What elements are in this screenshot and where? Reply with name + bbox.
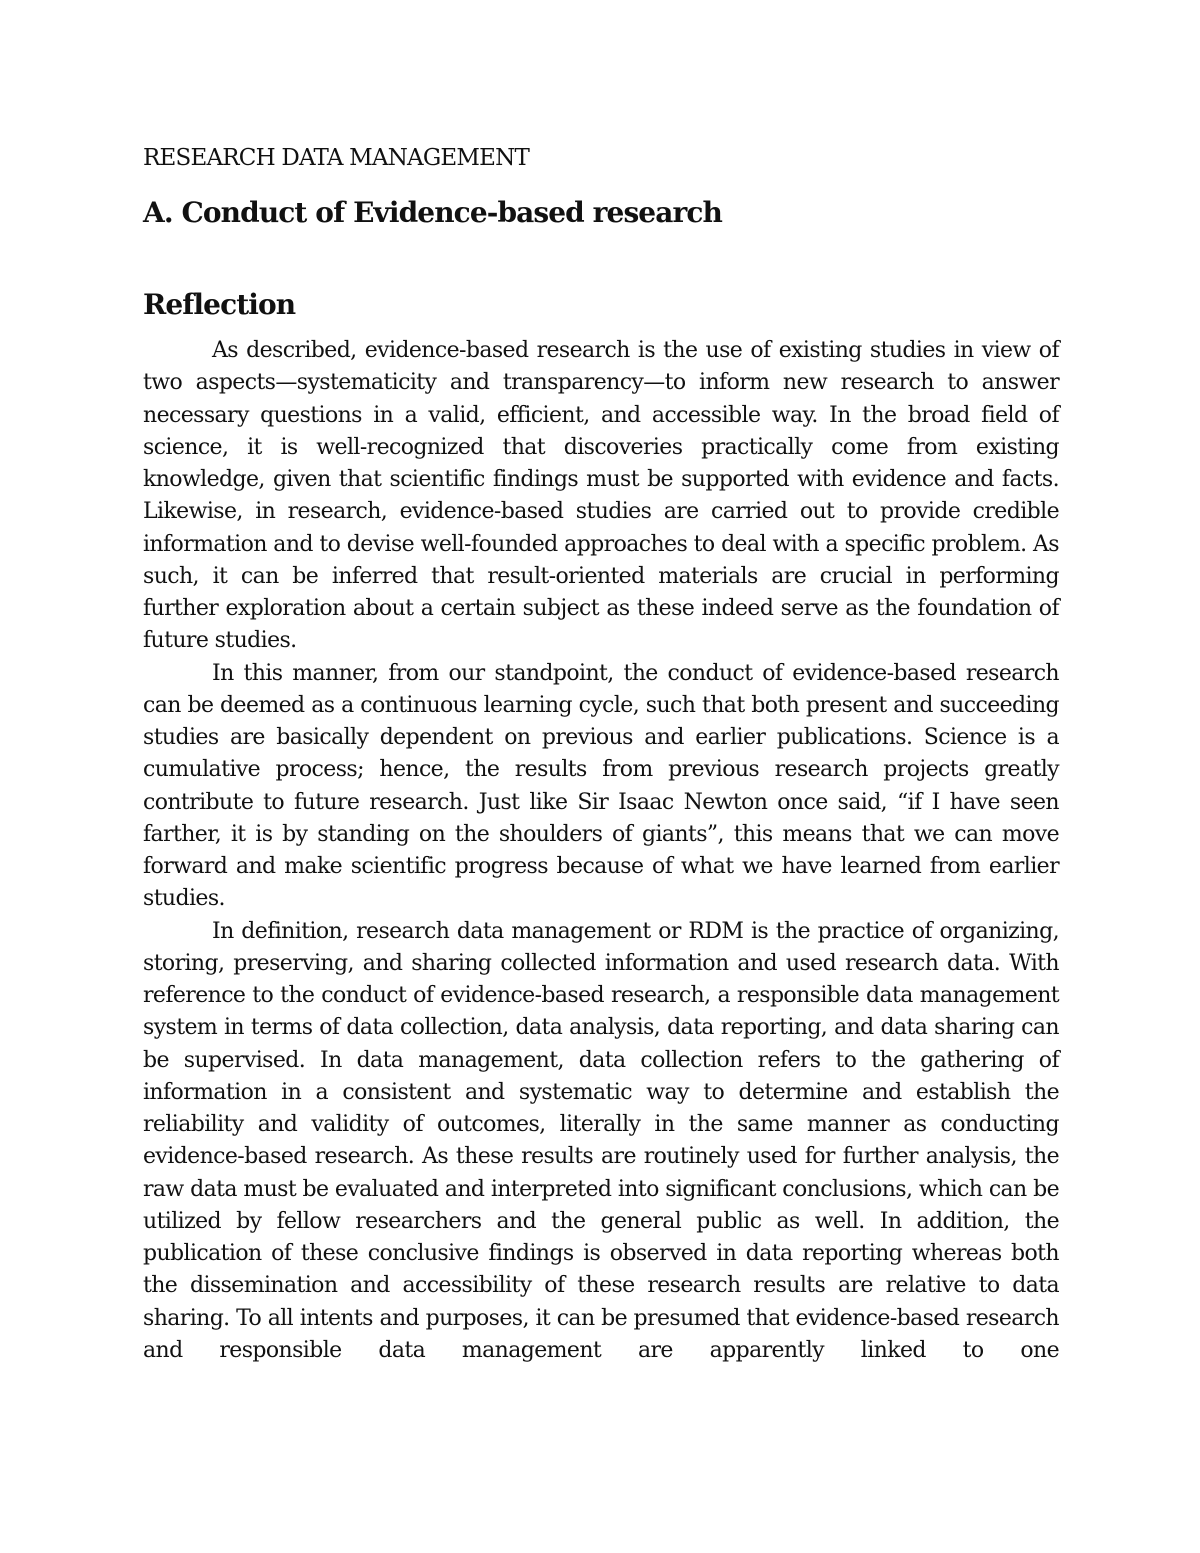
body-text	[143, 335, 1059, 1367]
document-header: RESEARCH DATA MANAGEMENT	[143, 145, 530, 171]
section-title: A. Conduct of Evidence-based research	[143, 196, 722, 229]
subsection-title: Reflection	[143, 288, 296, 321]
paragraph-1: As described, evidence-based research is the use of existing studies in view of two aspects—systematicity and transparency—to inform new research to answer necessary questions in a valid, efficient, and accessible way. In the broad field of science, it is well-recognized that discoveries practically come from existing knowledge, given that scientific findings must be supported with evidence and facts. Likewise, in research, evidence-based studies are carried out to provide credible information and to devise well-founded approaches to deal with a specific problem. As such, it can be inferred that result-oriented materials are crucial in performing further exploration about a certain subject as these indeed serve as the foundation of future studies.	[143, 338, 1059, 654]
paragraph-2: In this manner, from our standpoint, the conduct of evidence-based research can be deemed as a continuous learning cycle, such that both present and succeeding studies are basically dependent on previous and earlier publications. Science is a cumulative process; hence, the results from previous research projects greatly contribute to future research. Just like Sir Isaac Newton once said, “if I have seen farther, it is by standing on the shoulders of giants”, this means that we can move forward and make scientific progress because of what we have learned from earlier studies.	[143, 660, 1059, 912]
paragraph-3: In definition, research data management or RDM is the practice of organizing, storing, preserving, and sharing collected information and used research data. With reference to the conduct of evidence-based research, a responsible data management system in terms of data collection, data analysis, data reporting, and data sharing can be supervised. In data management, data collection refers to the gathering of information in a consistent and systematic way to determine and establish the reliability and validity of outcomes, literally in the same manner as conducting evidence-based research. As these results are routinely used for further analysis, the raw data must be evaluated and interpreted into significant conclusions, which can be utilized by fellow researchers and the general public as well. In addition, the publication of these conclusive findings is observed in data reporting whereas both the dissemination and accessibility of these research results are relative to data sharing. To all intents and purposes, it can be presumed that evidence-based research and responsible data management are apparently linked to one	[143, 918, 1059, 1363]
page-content	[143, 142, 1059, 1367]
